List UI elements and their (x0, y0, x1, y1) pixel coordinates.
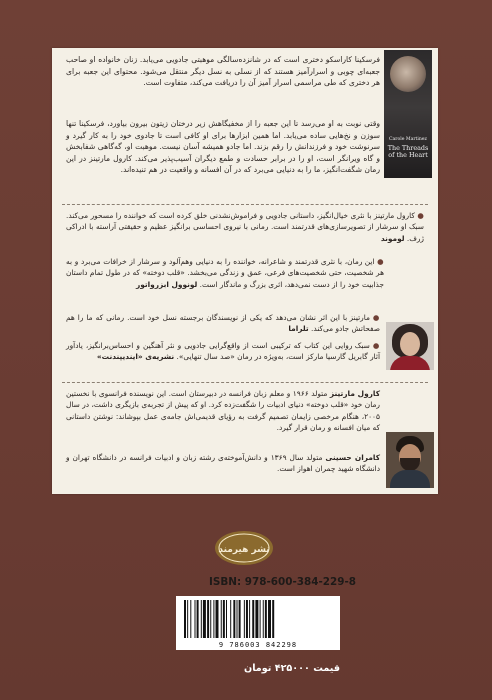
review-text: مارتینز با این اثر نشان می‌دهد که یکی از نویسندگان برجسته نسل خود است. رمانی که ما را هم صفحاتش جادو می‌کند. (66, 313, 380, 334)
review-1 (66, 210, 424, 244)
review-source: تلراما (288, 324, 309, 334)
summary-paragraph-2: وقتی نوبت به او می‌رسد تا این جعبه را از مخفیگاهش زیر درختان زیتون بیرون بیاورد، فرسکینا تنها سوزن و نخ‌هایی ساده می‌یابد. اما همین ابزارها برای او کافی است تا جادوی خود را به کار گیرد و سرنوشت خود و فرزندانش را رقم بزند. اما جادو همیشه آسان نیست. موهبت او، گه‌گاهی شفابخش و گاه ویرانگر است، او را در برابر حسادت و طمع دیگران آسیب‌پذیر می‌کند. کارول مارتینز در این رمان شگفت‌انگیز، ما را به دنیایی می‌برد که در آن افسانه و واقعیت در هم تنیده‌اند. (66, 119, 380, 175)
book-cover-thumbnail (384, 50, 432, 178)
review-text: کارول مارتینز با نثری خیال‌انگیز، داستانی جادویی و فراموش‌نشدنی خلق کرده است که خواننده را مسحور می‌کند. سبک او سرشار از تصویرسازی‌های قدرتمند است. رمانی با نیروی احساسی برانگیز عظیم و حقیقتی آراسته با ادراکی ژرف. (66, 211, 424, 243)
review-text: سبک روایی این کتاب که ترکیبی است از واقع‌گرایی جادویی و نثر آهنگین و احساس‌برانگیز، یادآور آثار گابریل گارسیا مارکز است، به‌ویژه در رمان «صد سال تنهایی». (66, 341, 380, 362)
book-cover-author: Carole Martinez (389, 137, 427, 142)
author-photo (386, 322, 434, 370)
summary-paragraph-1: فرسکینا کاراسکو دختری است که در شانزده‌سالگی موهبتی جادویی می‌یابد. زنان خانواده او صاحب جعبه‌ای چوبی و اسرارآمیز هستند که از نسلی به نسل دیگر منتقل می‌شود. محتوای این جعبه برای هر دختری که طی مراسمی اسرار آمیز آن را دریافت می‌کند، متفاوت است. (66, 55, 380, 88)
publisher-logo (212, 528, 276, 568)
author-name: کارول مارتینز (329, 389, 380, 398)
review-source: لونوول ابزرواتور (135, 279, 198, 289)
translator-photo-body (390, 470, 430, 488)
review-2 (66, 256, 384, 290)
review-source: نشریه‌ی «ایندیپندنت» (96, 352, 175, 362)
author-photo-body (390, 356, 430, 370)
translator-name: کامران حسینی (325, 453, 380, 462)
translator-photo (386, 432, 434, 488)
bullet-icon: ● (374, 257, 384, 266)
bullet-icon: ● (369, 313, 380, 322)
translator-bio-text: متولد سال ۱۳۶۹ و دانش‌آموخته‌ی رشته زبان و ادبیات فرانسه در دانشگاه تهران و دانشگاه شهید چمران اهواز است. (66, 453, 380, 474)
author-photo-face (400, 332, 420, 356)
author-bio (66, 388, 380, 434)
author-bio-text: متولد ۱۹۶۶ و معلم زبان فرانسه در دبیرستان است. این نویسنده فرانسوی با نخستین رمان خود «قلب دوخته» دنیای ادبیات را شگفت‌زده کرد. او که پیش از تجربه‌ی بازیگری داشت، در سال ۲۰۰۵، هنگام مرخصی زایمان تصمیم گرفت به رؤیای قدیمی‌اش جامه‌ی عمل بپوشاند: نوشتن داستانی که میان افسانه و رمان قرار گیرد. (66, 389, 380, 433)
barcode-bars-icon (182, 600, 334, 638)
publisher-logo-icon (212, 528, 276, 568)
book-cover-title: Carole Martinez The Threads of the Heart (387, 137, 429, 159)
cover-portrait (390, 56, 426, 92)
review-4 (66, 340, 380, 363)
barcode (176, 596, 340, 650)
review-source: لوموند (380, 233, 405, 243)
price-label: قیمت ۴۲۵۰۰۰ تومان (244, 663, 340, 674)
review-text: این رمان، با نثری قدرتمند و شاعرانه، خواننده را به دنیایی وهم‌آلود و سرشار از خرافات می‌برد و به هر شخصیت، حتی شخصیت‌های فرعی، عمق و زندگی می‌بخشد. «قلب دوخته» که در طول تمام داستان جذابیت خود را از دست نمی‌دهد، اثری بزرگ و ماندگار است. (66, 257, 384, 289)
bullet-icon: ● (369, 341, 380, 350)
isbn-label: ISBN: 978-600-384-229-8 (209, 576, 356, 588)
barcode-number: 9 786003 842298 (218, 641, 298, 649)
publisher-logo-text: نشر هیرمند (218, 545, 270, 555)
review-3 (66, 312, 380, 335)
bullet-icon: ● (414, 211, 424, 220)
translator-bio (66, 452, 380, 475)
section-divider (62, 382, 428, 383)
section-divider (62, 204, 428, 205)
